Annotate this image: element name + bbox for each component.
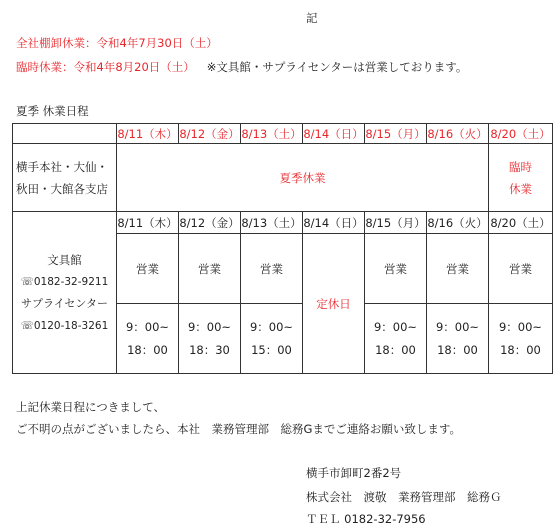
company-address: 横手市卸町2番2号 bbox=[306, 466, 402, 480]
regular-holiday-cell: 定休日 bbox=[303, 234, 365, 374]
shop-label bbox=[13, 212, 117, 374]
shop-date: 8/13（土） bbox=[241, 212, 303, 234]
temp-closure-line: 休業 bbox=[509, 181, 532, 196]
hours-start: 9：00~ bbox=[435, 320, 480, 334]
shop-date: 8/12（金） bbox=[179, 212, 241, 234]
branch-row bbox=[13, 144, 553, 212]
shop-open-note: ※文具館・サプライセンターは営業しております。 bbox=[206, 60, 468, 74]
hours-end: 18：00 bbox=[437, 343, 478, 357]
hours-start: 9：00~ bbox=[373, 320, 418, 334]
shop-date: 8/16（火） bbox=[427, 212, 489, 234]
hours-start: 9：00~ bbox=[187, 320, 232, 334]
header-date: 8/11（木） bbox=[117, 124, 179, 144]
closing-line: ご不明の点がございましたら、本社 業務管理部 総務Gまでご連絡お願い致します。 bbox=[16, 422, 461, 436]
header-date: 8/13（土） bbox=[241, 124, 303, 144]
hours-end: 18：00 bbox=[375, 343, 416, 357]
header-date: 8/14（日） bbox=[303, 124, 365, 144]
shop-phone: ☏0182-32-9211 bbox=[20, 275, 109, 288]
temp-holiday-line bbox=[16, 60, 467, 74]
hours-end: 15：00 bbox=[251, 343, 292, 357]
company-tel: ＴＥＬ 0182-32-7956 bbox=[306, 512, 426, 526]
holiday-schedule-table bbox=[12, 123, 553, 374]
supply-center-phone: ☏0120-18-3261 bbox=[20, 319, 109, 332]
temp-holiday-notice: 臨時休業：令和4年8月20日（土） bbox=[16, 60, 195, 74]
open-status: 営業 bbox=[489, 234, 553, 304]
shop-date: 8/14（日） bbox=[303, 212, 365, 234]
header-date: 8/12（金） bbox=[179, 124, 241, 144]
shop-date: 8/15（月） bbox=[365, 212, 427, 234]
hours-cell bbox=[179, 304, 241, 374]
temp-closure-line: 臨時 bbox=[509, 159, 532, 174]
hours-cell bbox=[241, 304, 303, 374]
hours-cell bbox=[489, 304, 553, 374]
supply-center-name: サプライセンター bbox=[21, 296, 108, 310]
header-row bbox=[13, 124, 553, 144]
header-date: 8/20（土） bbox=[489, 124, 553, 144]
shop-name: 文具館 bbox=[47, 252, 82, 267]
hours-end: 18：30 bbox=[189, 343, 230, 357]
header-corner bbox=[13, 124, 117, 144]
hours-start: 9：00~ bbox=[249, 320, 294, 334]
open-status: 営業 bbox=[179, 234, 241, 304]
hours-end: 18：00 bbox=[127, 343, 168, 357]
header-date: 8/16（火） bbox=[427, 124, 489, 144]
branch-label-line: 秋田・大館各支店 bbox=[16, 181, 108, 196]
hours-cell bbox=[427, 304, 489, 374]
summer-closure-cell: 夏季休業 bbox=[117, 144, 489, 212]
open-status: 営業 bbox=[241, 234, 303, 304]
schedule-title: 夏季 休業日程 bbox=[16, 104, 89, 118]
document-heading: 記 bbox=[306, 11, 318, 25]
header-date: 8/15（月） bbox=[365, 124, 427, 144]
branch-label bbox=[13, 144, 117, 212]
closing-line: 上記休業日程につきまして、 bbox=[16, 400, 166, 414]
hours-cell bbox=[117, 304, 179, 374]
hours-end: 18：00 bbox=[500, 343, 541, 357]
hours-start: 9：00~ bbox=[498, 320, 543, 334]
shop-date-row bbox=[13, 212, 553, 234]
open-status: 営業 bbox=[427, 234, 489, 304]
company-holiday-notice: 全社棚卸休業：令和4年7月30日（土） bbox=[16, 36, 218, 50]
company-name: 株式会社 渡敬 業務管理部 総務Ｇ bbox=[306, 490, 502, 504]
hours-start: 9：00~ bbox=[125, 320, 170, 334]
temp-closure-cell bbox=[489, 144, 553, 212]
hours-cell bbox=[365, 304, 427, 374]
open-status: 営業 bbox=[117, 234, 179, 304]
shop-date: 8/11（木） bbox=[117, 212, 179, 234]
branch-label-line: 横手本社・大仙・ bbox=[16, 159, 108, 174]
open-status: 営業 bbox=[365, 234, 427, 304]
shop-date: 8/20（土） bbox=[489, 212, 553, 234]
